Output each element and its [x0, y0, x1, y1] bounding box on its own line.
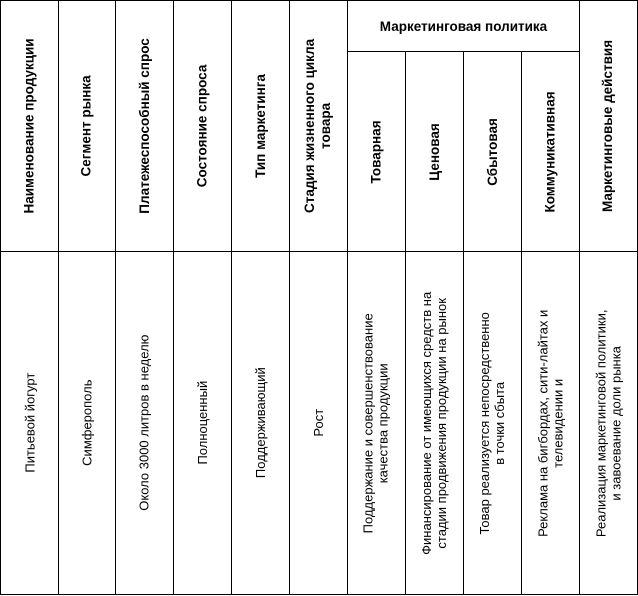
header-price	[406, 52, 463, 251]
cell-segment-text: Симферополь	[79, 379, 95, 467]
cell-demand-state	[174, 252, 231, 594]
group-header-marketing-policy	[348, 1, 579, 51]
cell-lifecycle	[290, 252, 347, 594]
group-header-label: Маркетинговая политика	[379, 18, 548, 34]
cell-marketing-type	[232, 252, 289, 594]
cell-segment	[59, 252, 115, 594]
cell-marketing-type-text: Поддерживающий	[252, 367, 268, 479]
cell-lifecycle-text: Рост	[310, 409, 326, 437]
header-demand-state	[174, 1, 231, 251]
cell-demand	[116, 252, 173, 594]
cell-demand-state-text: Полноценный	[194, 381, 210, 465]
header-communication-label: Коммуникативная	[542, 90, 558, 213]
cell-commodity	[348, 252, 405, 594]
header-demand	[116, 1, 173, 251]
cell-product	[1, 252, 58, 594]
cell-demand-text: Около 3000 литров в неделю	[136, 334, 152, 512]
header-communication	[522, 52, 579, 251]
header-commodity-label: Товарная	[368, 119, 384, 184]
header-lifecycle	[290, 1, 347, 251]
header-product-label: Наименование продукции	[21, 38, 37, 214]
cell-actions	[580, 252, 637, 594]
header-actions-label: Маркетинговые действия	[600, 39, 616, 213]
cell-price	[406, 252, 463, 594]
cell-sales-text: Товар реализуется непосредственно в точки сбыта	[477, 311, 508, 535]
cell-communication-text: Реклама на бигбордах, сити-лайтах и телевидении и	[535, 309, 566, 537]
header-demand-state-label: Состояние спроса	[194, 64, 210, 188]
cell-communication	[522, 252, 579, 594]
header-product	[1, 1, 58, 251]
header-sales-label: Сбытовая	[484, 117, 500, 186]
header-segment	[59, 1, 115, 251]
header-demand-label: Платежеспособный спрос	[136, 38, 152, 214]
table-border-bottom	[0, 594, 638, 595]
header-lifecycle-label: Стадия жизненного цикла товара	[302, 38, 334, 214]
header-sales	[464, 52, 521, 251]
header-segment-label: Сегмент рынка	[79, 75, 95, 177]
cell-actions-text: Реализация маркетинговой политики, и завоевание доли рынка	[593, 309, 624, 537]
header-marketing-type-label: Тип маркетинга	[252, 74, 268, 178]
header-marketing-type	[232, 1, 289, 251]
cell-commodity-text: Поддержание и совершенствование качества продукции	[361, 312, 392, 534]
header-price-label: Ценовая	[426, 122, 442, 181]
header-actions	[580, 1, 637, 251]
cell-sales	[464, 252, 521, 594]
cell-product-text: Питьевой йогурт	[21, 373, 37, 473]
header-commodity	[348, 52, 405, 251]
cell-price-text: Финансирование от имеющихся средств на стадии продвижения продукции на рынок	[419, 291, 450, 555]
